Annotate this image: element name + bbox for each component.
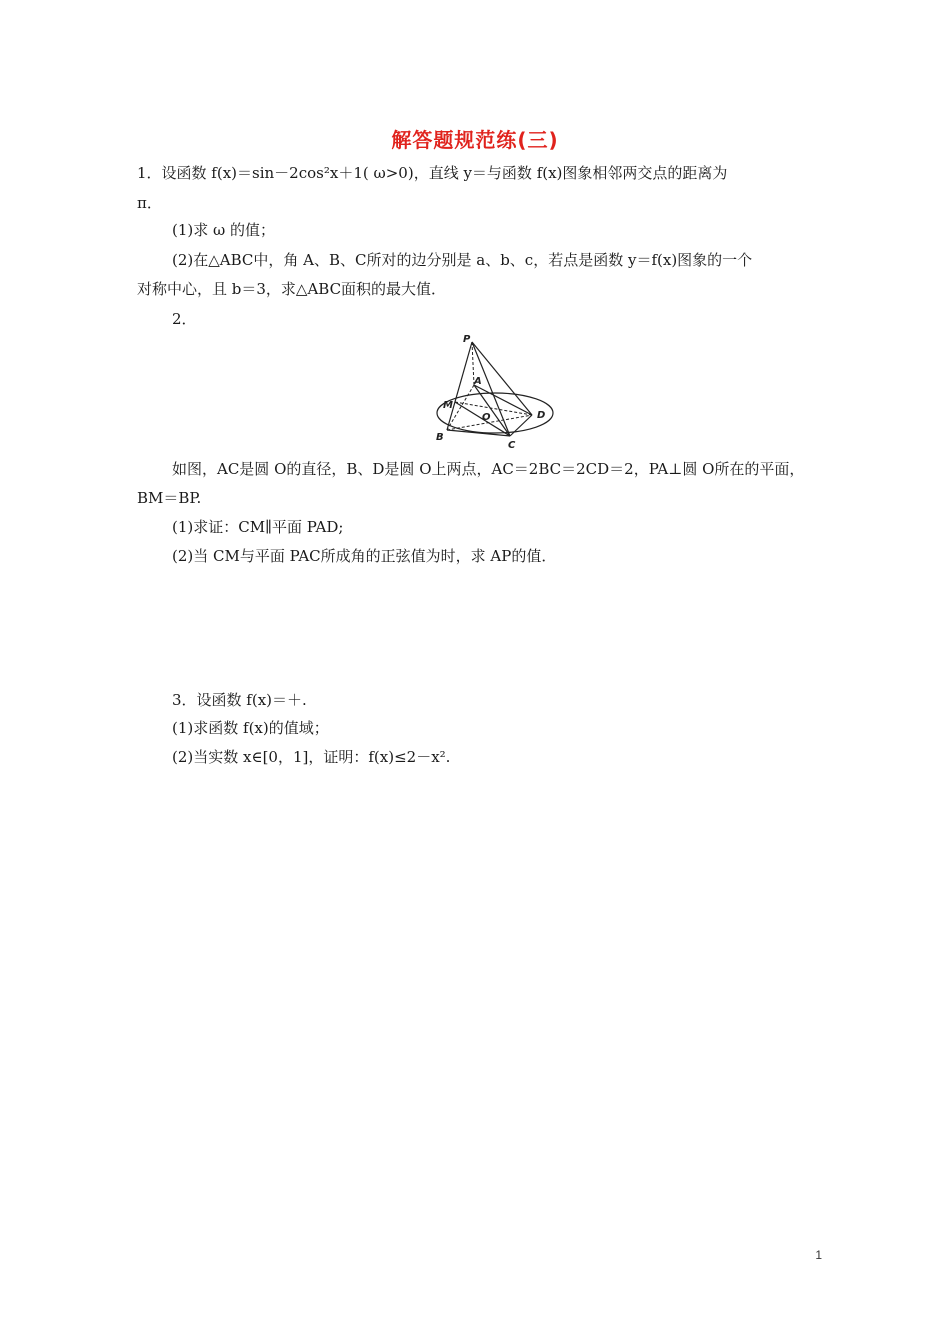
label-o: O	[482, 412, 491, 423]
page-title: 解答题规范练(三)	[391, 128, 559, 152]
edge-pc	[472, 342, 510, 436]
problem2-part1: (1)求证：CM∥平面 PAD;	[172, 518, 344, 536]
problem2-stem-line2: BM＝BP.	[137, 489, 202, 507]
problem1-part2-line2: 对称中心，且 b＝3，求△ABC面积的最大值．	[137, 280, 447, 298]
cone-circle-diagram	[425, 330, 565, 455]
page-number: 1	[815, 1248, 822, 1262]
problem1-part2-line1: (2)在△ABC中，角 A、B、C所对的边分别是 a、b、c，若点是函数 y＝f(x)图象的一个	[172, 251, 753, 269]
problem2-stem-line1: 如图，AC是圆 O的直径，B、D是圆 O上两点，AC＝2BC＝2CD＝2，PA⊥圆 O所在的平面，	[172, 460, 805, 478]
label-b: B	[436, 432, 444, 443]
problem1-part1: (1)求 ω 的值；	[172, 221, 276, 239]
problem3-stem: 3．设函数 f(x)＝＋.	[172, 691, 307, 709]
problem1-stem-line2: π．	[137, 194, 162, 212]
problem1-stem-line1: 1．设函数 f(x)＝sin－2cos²x＋1( ω>0)，直线 y＝与函数 f(x)图象相邻两交点的距离为	[137, 164, 728, 182]
geometry-figure	[425, 330, 565, 455]
problem3-part2: (2)当实数 x∈[0，1]，证明：f(x)≤2－x².	[172, 748, 451, 766]
problem3-part1: (1)求函数 f(x)的值域；	[172, 719, 329, 737]
label-d: D	[537, 410, 546, 421]
label-c: C	[508, 440, 516, 451]
label-a: A	[474, 376, 482, 387]
edge-ad	[474, 385, 532, 415]
edge-pb	[447, 342, 472, 430]
label-p: P	[463, 334, 471, 345]
label-m: M	[443, 400, 453, 411]
problem2-part2: (2)当 CM与平面 PAC所成角的正弦值为时，求 AP的值．	[172, 547, 557, 565]
problem2-number: 2．	[172, 310, 197, 328]
